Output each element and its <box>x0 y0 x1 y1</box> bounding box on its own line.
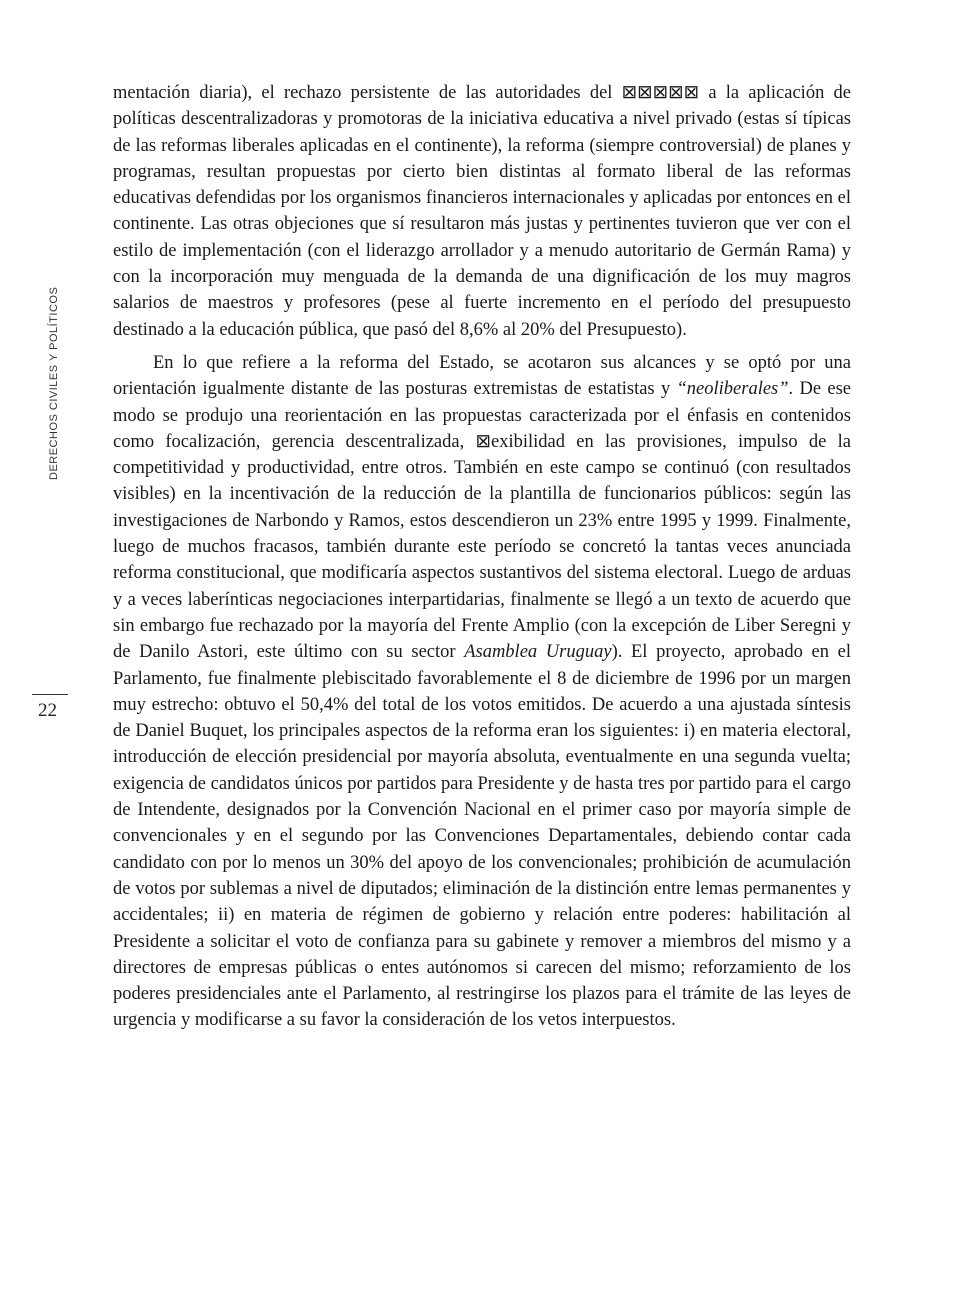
paragraph-2-part-2: . De ese modo se produjo una reorientación en las propuestas caracterizada por el énfasis en contenidos como focalización, gerencia descentralizada, ⊠exibilidad en las provisiones, impulso de la competitividad y productividad, entre otros. También en este campo se continuó (con resultados visibles) en la incentivación de la reducción de la plantilla de funcionarios públicos: según las investigaciones de Narbondo y Ramos, estos descendieron un 23% entre 1995 y 1999. Finalmente, luego de muchos fracasos, también durante este período se concretó la tantas veces anunciada reforma constitucional, que modificaría aspectos sustantivos del sistema electoral. Luego de arduas y a veces laberínticas negociaciones interpartidarias, finalmente se llegó a un texto de acuerdo que sin embargo fue rechazado por la mayoría del Frente Amplio (con la excepción de Liber Seregni y de Danilo Astori, este último con su sector <box>113 379 851 663</box>
paragraph-2-italic-neoliberales: “neoliberales” <box>676 379 789 400</box>
page-number-rule <box>32 694 68 695</box>
paragraph-1: mentación diaria), el rechazo persistente de las autoridades del ⊠⊠⊠⊠⊠ a la aplicación de políticas descentralizadoras y promotoras de la iniciativa educativa a nivel privado (estas sí típicas de las reformas liberales aplicadas en el continente), la reforma (siempre controversial) de planes y programas, resultan propuestas por cierto bien distintas al formato liberal de las reformas educativas defendidas por los organismos financieros internacionales y aplicadas por entonces en el continente. Las otras objeciones que sí resultaron más justas y pertinentes tuvieron que ver con el estilo de implementación (con el liderazgo arrollador y a menudo autoritario de Germán Rama) y con la incorporación muy menguada de la demanda de una dignificación de los muy magros salarios de maestros y profesores (pese al fuerte incremento en el período del presupuesto destinado a la educación pública, que pasó del 8,6% al 20% del Presupuesto). <box>113 83 851 340</box>
paragraph-2-italic-asamblea-uruguay: Asamblea Uruguay <box>464 642 612 663</box>
page-number: 22 <box>38 700 57 721</box>
paragraph-2-part-1: En lo que refiere a la reforma del Estado, se acotaron sus alcances y se optó por una orientación igualmente distante de las posturas extremistas de estatistas y <box>113 352 851 400</box>
paragraph-2 <box>113 350 851 1034</box>
body-text <box>113 80 851 1034</box>
paragraph-2-part-3: ). El proyecto, aprobado en el Parlamento, fue finalmente plebiscitado favorablemente el 8 de diciembre de 1996 por un margen muy estrecho: obtuvo el 50,4% del total de los votos emitidos. De acuerdo a una ajustada síntesis de Daniel Buquet, los principales aspectos de la reforma eran los siguientes: i) en materia electoral, introducción de elección presidencial por mayoría absoluta, eventualmente en una segunda vuelta; exigencia de candidatos únicos por partidos para Presidente y de hasta tres por partido para el cargo de Intendente, designados por la Convención Nacional en el primer caso por mayoría simple de convencionales y en el segundo por las Convenciones Departamentales, debiendo contar cada candidato con por lo menos un 30% del apoyo de los convencionales; prohibición de acumulación de votos por sublemas a nivel de diputados; eliminación de la distinción entre lemas permanentes y accidentales; ii) en materia de régimen de gobierno y relación entre poderes: habilitación al Presidente a solicitar el voto de confianza para su gabinete y remover a miembros del mismo y a directores de empresas públicas o entes autónomos si carecen del mismo; reforzamiento de los poderes presidenciales ante el Parlamento, al restringirse los plazos para el trámite de las leyes de urgencia y modificarse a su favor la consideración de los vetos interpuestos. <box>113 642 851 1031</box>
section-running-head: DERECHOS CIVILES Y POLÍTICOS <box>48 286 60 480</box>
